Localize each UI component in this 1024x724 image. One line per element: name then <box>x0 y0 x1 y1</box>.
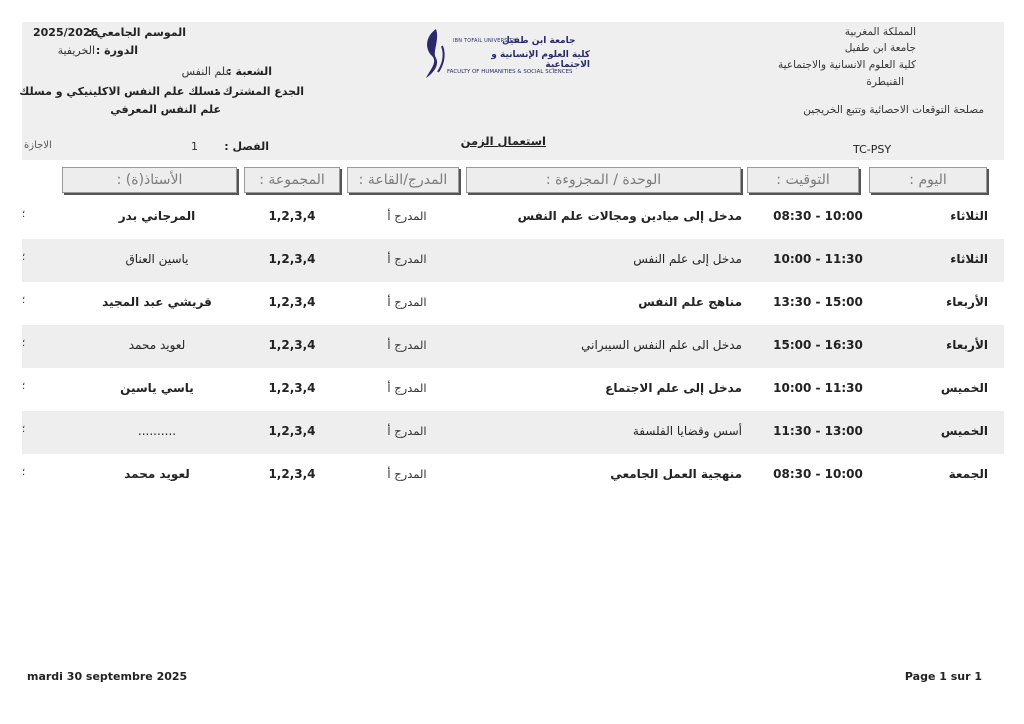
time-cell: 10:00 - 11:30 <box>773 381 863 395</box>
module-cell: أسس وقضايا الفلسفة <box>632 424 742 438</box>
room-cell: المدرج أ <box>387 381 427 395</box>
trailing-mark: ؛ <box>22 252 26 263</box>
semester-value: 1 <box>191 140 198 153</box>
kingdom-text: المملكة المغربية <box>844 26 916 38</box>
column-header-time: التوقيت : <box>747 167 859 193</box>
column-header-module: الوحدة / المجزوءة : <box>466 167 741 193</box>
column-header-professor: الأستاذ(ة) : <box>62 167 237 193</box>
time-cell: 15:00 - 16:30 <box>773 338 863 352</box>
logo-emblem-icon <box>420 26 450 88</box>
time-cell: 10:00 - 11:30 <box>773 252 863 266</box>
table-row <box>22 196 1004 239</box>
table-row <box>22 325 1004 368</box>
day-cell: الخميس <box>940 381 988 395</box>
professor-cell: المرجاني بدر <box>118 209 196 223</box>
footer-page: Page 1 sur 1 <box>904 670 982 683</box>
module-cell: مناهج علم النفس <box>638 295 742 309</box>
professor-cell: ياسين العناق <box>125 252 189 266</box>
day-cell: الأربعاء <box>946 338 988 352</box>
professor-cell: لعويد محمد <box>124 467 190 481</box>
faculty-text: كلية العلوم الانسانية والاجتماعية <box>778 59 916 71</box>
branch-value: علم النفس <box>181 65 232 78</box>
logo-arabic-bottom: كلية العلوم الإنسانية و الاجتماعية <box>491 50 590 70</box>
footer-date: mardi 30 septembre 2025 <box>27 670 188 683</box>
program-code: TC-PSY <box>853 143 892 156</box>
group-cell: 1,2,3,4 <box>268 381 316 395</box>
common-core-value-line1: مسلك علم النفس الاكلينيكي و مسلك <box>19 85 221 98</box>
trailing-mark: ؛ <box>22 424 26 435</box>
professor-cell: ياسي ياسين <box>120 381 194 395</box>
day-cell: الأربعاء <box>946 295 988 309</box>
professor-cell: .......... <box>137 424 177 438</box>
trailing-mark: ؛ <box>22 338 26 349</box>
module-cell: مدخل إلى علم الاجتماع <box>605 381 742 395</box>
degree-text: الاجازة <box>24 140 52 151</box>
branch-label: الشعبة : <box>227 65 272 78</box>
room-cell: المدرج أ <box>387 467 427 481</box>
day-cell: الجمعة <box>948 467 988 481</box>
logo-arabic-top: جامعة ابن طفيل <box>502 36 576 46</box>
group-cell: 1,2,3,4 <box>268 424 316 438</box>
logo-latin-top: IBN TOFAIL UNIVERSITY <box>453 38 516 44</box>
table-row <box>22 239 1004 282</box>
room-cell: المدرج أ <box>387 338 427 352</box>
session-label: الدورة : <box>95 44 138 57</box>
module-cell: مدخل الى علم النفس السيبراني <box>581 338 742 352</box>
city-text: القنيطرة <box>866 76 904 88</box>
day-cell: الثلاثاء <box>950 252 988 266</box>
time-cell: 13:30 - 15:00 <box>773 295 863 309</box>
time-cell: 11:30 - 13:00 <box>773 424 863 438</box>
room-cell: المدرج أ <box>387 209 427 223</box>
group-cell: 1,2,3,4 <box>268 295 316 309</box>
time-cell: 08:30 - 10:00 <box>773 467 863 481</box>
trailing-mark: ؛ <box>22 209 26 220</box>
column-header-day: اليوم : <box>869 167 987 193</box>
trailing-mark: ؛ <box>22 381 26 392</box>
logo-latin-bottom: FACULTY OF HUMANITIES & SOCIAL SCIENCES <box>447 69 573 75</box>
module-cell: مدخل إلى ميادين ومجالات علم النفس <box>517 209 742 223</box>
trailing-mark: ؛ <box>22 295 26 306</box>
season-value: 2025/2026 <box>33 26 99 39</box>
group-cell: 1,2,3,4 <box>268 209 316 223</box>
module-cell: منهجية العمل الجامعي <box>610 467 742 481</box>
semester-label: الفصل : <box>224 140 269 153</box>
professor-cell: قريشي عبد المجيد <box>102 295 212 309</box>
room-cell: المدرج أ <box>387 295 427 309</box>
professor-cell: لعويد محمد <box>128 338 186 352</box>
group-cell: 1,2,3,4 <box>268 467 316 481</box>
page-title: استعمال الزمن <box>460 134 546 148</box>
day-cell: الثلاثاء <box>950 209 988 223</box>
university-logo <box>420 26 590 88</box>
column-header-room: المدرج/القاعة : <box>347 167 459 193</box>
group-cell: 1,2,3,4 <box>268 252 316 266</box>
season-label: الموسم الجامعي : <box>88 26 186 39</box>
common-core-label: الجدع المشترك : <box>214 85 304 98</box>
trailing-mark: ؛ <box>22 467 26 478</box>
table-row <box>22 411 1004 454</box>
common-core-value-line2: علم النفس المعرفي <box>110 103 221 116</box>
day-cell: الخميس <box>940 424 988 438</box>
group-cell: 1,2,3,4 <box>268 338 316 352</box>
session-value: الخريفية <box>57 44 95 57</box>
table-row <box>22 368 1004 411</box>
service-text: مصلحة التوقعات الاحصائية وتتبع الخريجين <box>803 104 984 116</box>
table-row <box>22 282 1004 325</box>
university-text: جامعة ابن طفيل <box>844 42 916 54</box>
time-cell: 08:30 - 10:00 <box>773 209 863 223</box>
module-cell: مدخل إلى علم النفس <box>633 252 742 266</box>
table-row <box>22 454 1004 497</box>
room-cell: المدرج أ <box>387 252 427 266</box>
column-header-group: المجموعة : <box>244 167 340 193</box>
room-cell: المدرج أ <box>387 424 427 438</box>
